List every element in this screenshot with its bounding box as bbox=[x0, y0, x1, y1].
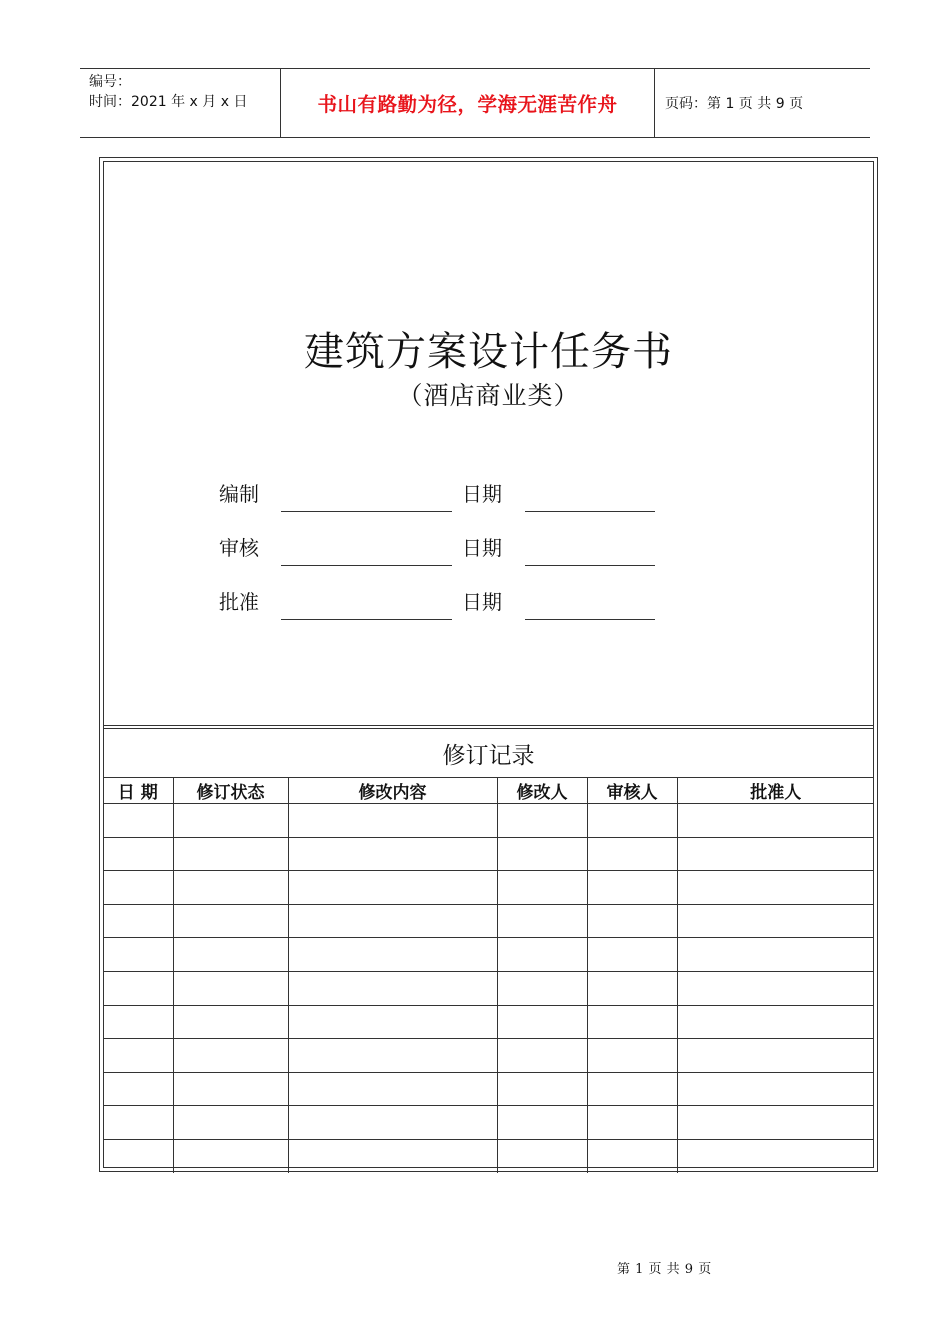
revision-cell[interactable] bbox=[497, 837, 587, 871]
revision-row bbox=[103, 837, 874, 871]
revision-cell[interactable] bbox=[288, 804, 497, 838]
col-approver: 批准人 bbox=[677, 778, 874, 804]
revision-cell[interactable] bbox=[288, 837, 497, 871]
revision-cell[interactable] bbox=[587, 938, 677, 972]
revision-row bbox=[103, 804, 874, 838]
revision-cell[interactable] bbox=[173, 871, 288, 905]
revision-cell[interactable] bbox=[103, 1072, 173, 1106]
revision-cell[interactable] bbox=[677, 971, 874, 1005]
revision-cell[interactable] bbox=[288, 938, 497, 972]
revision-row bbox=[103, 1072, 874, 1106]
sign-label-compile: 编制 bbox=[219, 482, 259, 506]
compile-date-line[interactable] bbox=[525, 511, 655, 512]
revision-cell[interactable] bbox=[103, 938, 173, 972]
revision-title: 修订记录 bbox=[442, 743, 535, 769]
revision-cell[interactable] bbox=[587, 1072, 677, 1106]
revision-row bbox=[103, 871, 874, 905]
document-subtitle: （酒店商业类） bbox=[397, 381, 580, 410]
cover-frame bbox=[99, 157, 878, 1172]
revision-cell[interactable] bbox=[587, 1106, 677, 1140]
approve-signature-line[interactable] bbox=[281, 619, 452, 620]
header-motto: 书山有路勤为径，学海无涯苦作舟 bbox=[281, 69, 655, 137]
col-date: 日 期 bbox=[103, 778, 173, 804]
col-reviewer: 审核人 bbox=[587, 778, 677, 804]
revision-cell[interactable] bbox=[103, 871, 173, 905]
sign-row-approve bbox=[104, 586, 873, 640]
revision-cell[interactable] bbox=[497, 1039, 587, 1073]
date-label-review: 日期 bbox=[462, 536, 502, 560]
revision-cell[interactable] bbox=[103, 837, 173, 871]
revision-cell[interactable] bbox=[587, 1139, 677, 1172]
revision-cell[interactable] bbox=[173, 1139, 288, 1172]
revision-cell[interactable] bbox=[677, 938, 874, 972]
revision-cell[interactable] bbox=[677, 1106, 874, 1140]
revision-cell[interactable] bbox=[677, 804, 874, 838]
revision-cell[interactable] bbox=[103, 971, 173, 1005]
sign-label-approve: 批准 bbox=[219, 590, 259, 614]
date-label-approve: 日期 bbox=[462, 590, 502, 614]
revision-row bbox=[103, 971, 874, 1005]
page-header bbox=[80, 68, 870, 138]
sign-row-compile bbox=[104, 478, 873, 532]
revision-cell[interactable] bbox=[587, 971, 677, 1005]
revision-cell[interactable] bbox=[103, 1139, 173, 1172]
revision-cell[interactable] bbox=[497, 1139, 587, 1172]
header-meta bbox=[80, 69, 281, 137]
revision-cell[interactable] bbox=[677, 837, 874, 871]
revision-cell[interactable] bbox=[587, 1005, 677, 1039]
revision-cell[interactable] bbox=[497, 938, 587, 972]
revision-cell[interactable] bbox=[103, 1039, 173, 1073]
approve-date-line[interactable] bbox=[525, 619, 655, 620]
revision-cell[interactable] bbox=[288, 1139, 497, 1172]
col-revision-status: 修订状态 bbox=[173, 778, 288, 804]
revision-row bbox=[103, 904, 874, 938]
revision-cell[interactable] bbox=[497, 871, 587, 905]
revision-row bbox=[103, 1106, 874, 1140]
document-title: 建筑方案设计任务书 bbox=[304, 329, 673, 375]
revision-cell[interactable] bbox=[173, 1106, 288, 1140]
revision-separator bbox=[104, 725, 873, 729]
revision-row bbox=[103, 938, 874, 972]
revision-row bbox=[103, 1139, 874, 1172]
revision-cell[interactable] bbox=[103, 904, 173, 938]
revision-table bbox=[103, 777, 874, 1173]
revision-header-row bbox=[103, 778, 874, 804]
revision-cell[interactable] bbox=[173, 1005, 288, 1039]
revision-cell[interactable] bbox=[173, 904, 288, 938]
review-signature-line[interactable] bbox=[281, 565, 452, 566]
compile-signature-line[interactable] bbox=[281, 511, 452, 512]
revision-body bbox=[103, 804, 874, 1173]
col-modifier: 修改人 bbox=[497, 778, 587, 804]
col-revision-content: 修改内容 bbox=[288, 778, 497, 804]
revision-cell[interactable] bbox=[497, 971, 587, 1005]
revision-cell[interactable] bbox=[587, 904, 677, 938]
revision-cell[interactable] bbox=[587, 804, 677, 838]
revision-cell[interactable] bbox=[173, 1072, 288, 1106]
revision-cell[interactable] bbox=[587, 871, 677, 905]
revision-cell[interactable] bbox=[677, 1072, 874, 1106]
document-time-label: 时间：2021 年 x 月 x 日 bbox=[89, 94, 248, 110]
revision-cell[interactable] bbox=[288, 904, 497, 938]
page-footer: 第 1 页 共 9 页 bbox=[617, 1262, 712, 1277]
revision-cell[interactable] bbox=[173, 804, 288, 838]
date-label-compile: 日期 bbox=[462, 482, 502, 506]
revision-cell[interactable] bbox=[497, 904, 587, 938]
revision-cell[interactable] bbox=[173, 837, 288, 871]
sign-row-review bbox=[104, 532, 873, 586]
revision-cell[interactable] bbox=[677, 871, 874, 905]
revision-cell[interactable] bbox=[497, 1005, 587, 1039]
sign-label-review: 审核 bbox=[219, 536, 259, 560]
revision-cell[interactable] bbox=[677, 1039, 874, 1073]
revision-cell[interactable] bbox=[288, 1072, 497, 1106]
revision-cell[interactable] bbox=[288, 1005, 497, 1039]
revision-cell[interactable] bbox=[103, 1106, 173, 1140]
revision-cell[interactable] bbox=[587, 1039, 677, 1073]
revision-cell[interactable] bbox=[173, 938, 288, 972]
cover-inner-frame bbox=[103, 161, 874, 1168]
revision-row bbox=[103, 1039, 874, 1073]
revision-cell[interactable] bbox=[677, 904, 874, 938]
revision-cell[interactable] bbox=[288, 1039, 497, 1073]
revision-cell[interactable] bbox=[288, 1106, 497, 1140]
header-page-number: 页码：第 1 页 共 9 页 bbox=[665, 96, 804, 112]
revision-cell[interactable] bbox=[497, 1106, 587, 1140]
revision-cell[interactable] bbox=[497, 1072, 587, 1106]
revision-row bbox=[103, 1005, 874, 1039]
revision-cell[interactable] bbox=[677, 1139, 874, 1172]
revision-cell[interactable] bbox=[587, 837, 677, 871]
revision-cell[interactable] bbox=[288, 871, 497, 905]
review-date-line[interactable] bbox=[525, 565, 655, 566]
revision-cell[interactable] bbox=[103, 1005, 173, 1039]
document-number-label: 编号： bbox=[89, 74, 131, 90]
revision-cell[interactable] bbox=[173, 971, 288, 1005]
revision-cell[interactable] bbox=[288, 971, 497, 1005]
revision-cell[interactable] bbox=[677, 1005, 874, 1039]
revision-cell[interactable] bbox=[103, 804, 173, 838]
revision-cell[interactable] bbox=[173, 1039, 288, 1073]
revision-cell[interactable] bbox=[497, 804, 587, 838]
